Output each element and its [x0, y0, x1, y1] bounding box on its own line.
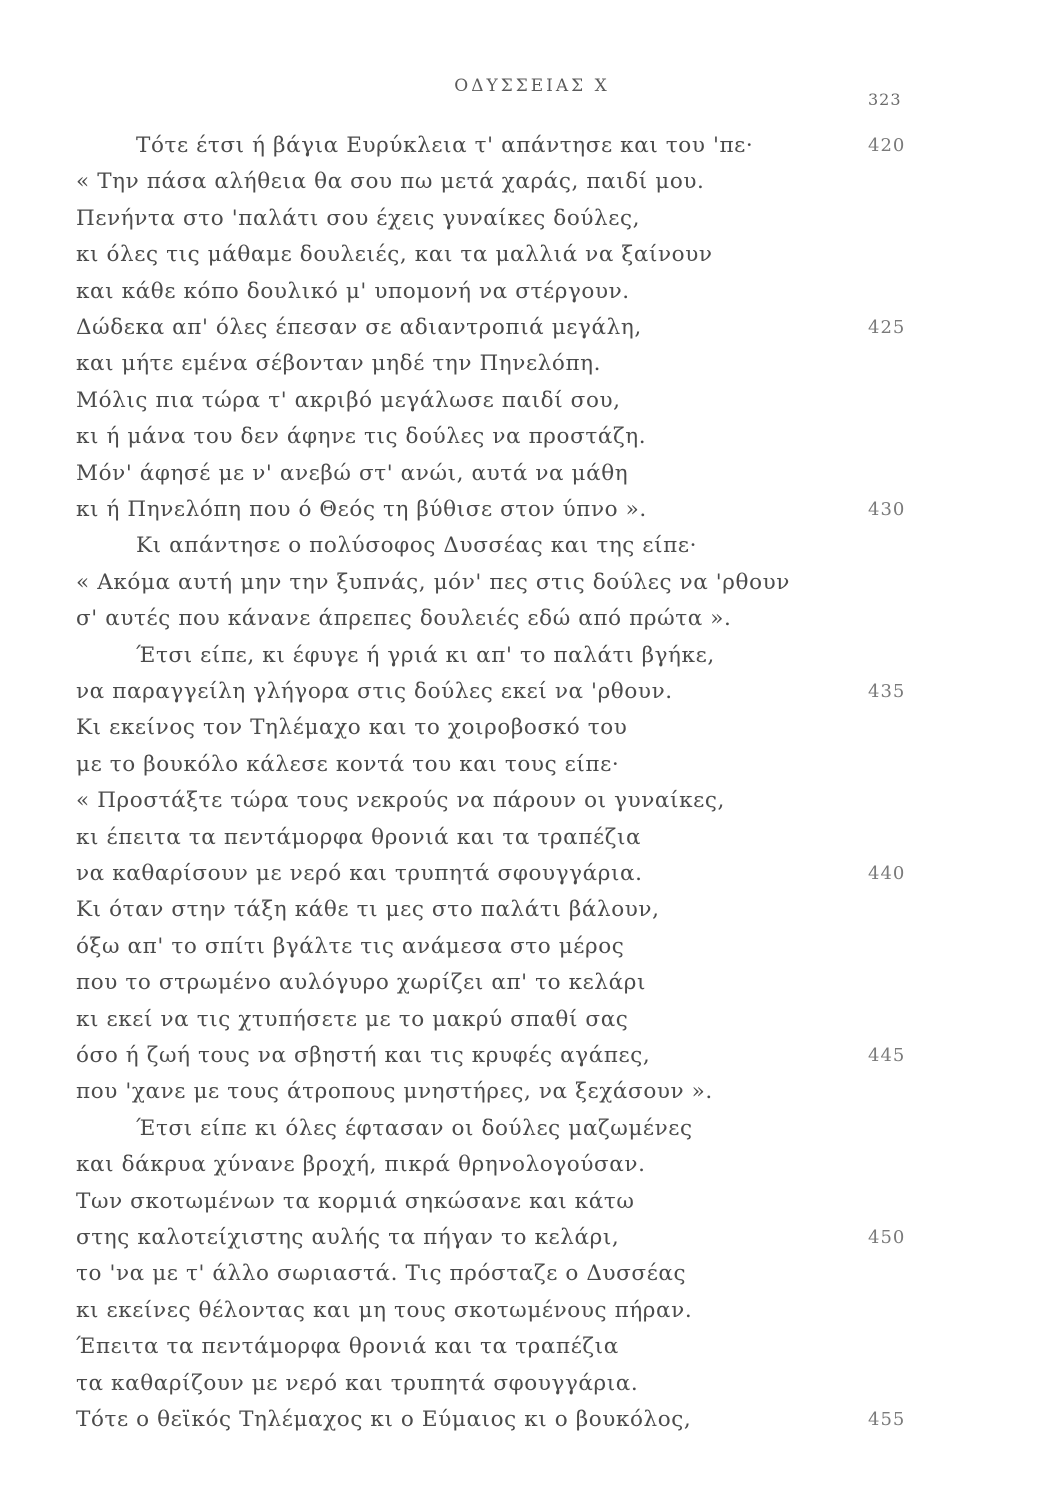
verse-text: « Προστάξτε τώρα τους νεκρούς να πάρουν οι γυναίκες,	[76, 788, 725, 814]
verse-text: Έτσι είπε κι όλες έφτασαν οι δούλες μαζωμένες	[136, 1115, 693, 1141]
verse-text: που το στρωμένο αυλόγυρο χωρίζει απ' το κελάρι	[76, 970, 646, 996]
verse-line	[0, 492, 1064, 528]
verse-line	[0, 456, 1064, 492]
verse-line	[0, 1074, 1064, 1110]
verse-text: και δάκρυα χύνανε βροχή, πικρά θρηνολογούσαν.	[76, 1152, 646, 1178]
verse-line	[0, 892, 1064, 928]
page-number: 323	[868, 90, 902, 109]
verse-text: κι ή μάνα του δεν άφηνε τις δούλες να προστάζη.	[76, 424, 647, 450]
verse-text: Έπειτα τα πεντάμορφα θρονιά και τα τραπέζια	[76, 1334, 619, 1360]
verse-text: κι εκείνες θέλοντας και μη τους σκοτωμένους πήραν.	[76, 1297, 693, 1323]
verse-line	[0, 164, 1064, 200]
verse-line	[0, 274, 1064, 310]
running-head: ΟΔΥΣΣΕΙΑΣ Χ	[454, 76, 610, 96]
line-number: 450	[868, 1227, 906, 1248]
verse-line	[0, 747, 1064, 783]
verse-text: Τότε έτσι ή βάγια Ευρύκλεια τ' απάντησε και του 'πε·	[136, 133, 754, 158]
verse-line	[0, 1329, 1064, 1365]
verse-line	[0, 1147, 1064, 1183]
verse-line	[0, 856, 1064, 892]
verse-text: Των σκοτωμένων τα κορμιά σηκώσανε και κάτω	[76, 1188, 635, 1214]
verse-line	[0, 565, 1064, 601]
verse-text: όξω απ' το σπίτι βγάλτε τις ανάμεσα στο μέρος	[76, 933, 625, 959]
verse-line	[0, 1111, 1064, 1147]
verse-line	[0, 1184, 1064, 1220]
verse-text: Δώδεκα απ' όλες έπεσαν σε αδιαντροπιά μεγάλη,	[76, 315, 642, 340]
verse-line	[0, 1402, 1064, 1438]
verse-text: και μήτε εμένα σέβονταν μηδέ την Πηνελόπη.	[76, 351, 602, 377]
verse-text: Πενήντα στο 'παλάτι σου έχεις γυναίκες δούλες,	[76, 205, 641, 231]
verse-line	[0, 419, 1064, 455]
verse-text: Κι εκείνος τον Τηλέμαχο και το χοιροβοσκό του	[76, 715, 628, 741]
verse-line	[0, 820, 1064, 856]
verse-text: και κάθε κόπο δουλικό μ' υπομονή να στέργουν.	[76, 278, 630, 304]
line-number: 435	[868, 681, 906, 702]
verse-text: κι όλες τις μάθαμε δουλειές, και τα μαλλιά να ξαίνουν	[76, 242, 713, 268]
verse-text: το 'να με τ' άλλο σωριαστά. Τις πρόσταζε ο Δυσσέας	[76, 1261, 687, 1287]
verse-line	[0, 528, 1064, 564]
verse-text: τα καθαρίζουν με νερό και τρυπητά σφουγγάρια.	[76, 1370, 639, 1396]
verse-line	[0, 1293, 1064, 1329]
verse-text: Τότε ο θεϊκός Τηλέμαχος κι ο Εύμαιος κι ο βουκόλος,	[76, 1407, 692, 1432]
verse-text: κι εκεί να τις χτυπήσετε με το μακρύ σπαθί σας	[76, 1006, 629, 1032]
verse-text: Μόν' άφησέ με ν' ανεβώ στ' ανώι, αυτά να μάθη	[76, 460, 629, 486]
verse-line	[0, 601, 1064, 637]
line-number: 430	[868, 499, 906, 520]
verse-text: όσο ή ζωή τους να σβηστή και τις κρυφές αγάπες,	[76, 1043, 651, 1068]
verse-text: « Ακόμα αυτή μην την ξυπνάς, μόν' πες στις δούλες να 'ρθουν	[76, 569, 790, 595]
verse-line	[0, 638, 1064, 674]
verse-text: Μόλις πια τώρα τ' ακριβό μεγάλωσε παιδί σου,	[76, 387, 621, 413]
verse-line	[0, 346, 1064, 382]
line-number: 445	[868, 1045, 906, 1066]
verse-line	[0, 1002, 1064, 1038]
verse-text: Έτσι είπε, κι έφυγε ή γριά κι απ' το παλάτι βγήκε,	[136, 642, 715, 668]
verse-text: κι ή Πηνελόπη που ό Θεός τη βύθισε στον ύπνο ».	[76, 497, 647, 522]
verse-text: κι έπειτα τα πεντάμορφα θρονιά και τα τραπέζια	[76, 824, 642, 850]
verse-line	[0, 1366, 1064, 1402]
line-number: 440	[868, 863, 906, 884]
verse-text: να παραγγείλη γλήγορα στις δούλες εκεί να 'ρθουν.	[76, 679, 673, 704]
verse-line	[0, 710, 1064, 746]
verse-line	[0, 128, 1064, 164]
verse-text: που 'χανε με τους άτροπους μνηστήρες, να ξεχάσουν ».	[76, 1079, 713, 1105]
verse-line	[0, 965, 1064, 1001]
verse-line	[0, 383, 1064, 419]
verse-line	[0, 1256, 1064, 1292]
verse-text: σ' αυτές που κάνανε άπρεπες δουλειές εδώ από πρώτα ».	[76, 606, 732, 632]
verse-line	[0, 929, 1064, 965]
verse-text: να καθαρίσουν με νερό και τρυπητά σφουγγάρια.	[76, 861, 643, 886]
verse-text: με το βουκόλο κάλεσε κοντά του και τους είπε·	[76, 751, 620, 777]
verse-line	[0, 783, 1064, 819]
verse-line	[0, 1220, 1064, 1256]
verse-line	[0, 674, 1064, 710]
verse-line	[0, 237, 1064, 273]
line-number: 420	[868, 135, 906, 156]
verse-text: Κι όταν στην τάξη κάθε τι μες στο παλάτι βάλουν,	[76, 897, 660, 923]
line-number: 425	[868, 317, 906, 338]
verse-text: στης καλοτείχιστης αυλής τα πήγαν το κελάρι,	[76, 1225, 620, 1250]
verse-text: « Την πάσα αλήθεια θα σου πω μετά χαράς, παιδί μου.	[76, 169, 705, 195]
verse-line	[0, 201, 1064, 237]
verse-text: Κι απάντησε ο πολύσοφος Δυσσέας και της είπε·	[136, 533, 698, 559]
verse-line	[0, 310, 1064, 346]
verse-line	[0, 1038, 1064, 1074]
line-number: 455	[868, 1409, 906, 1430]
